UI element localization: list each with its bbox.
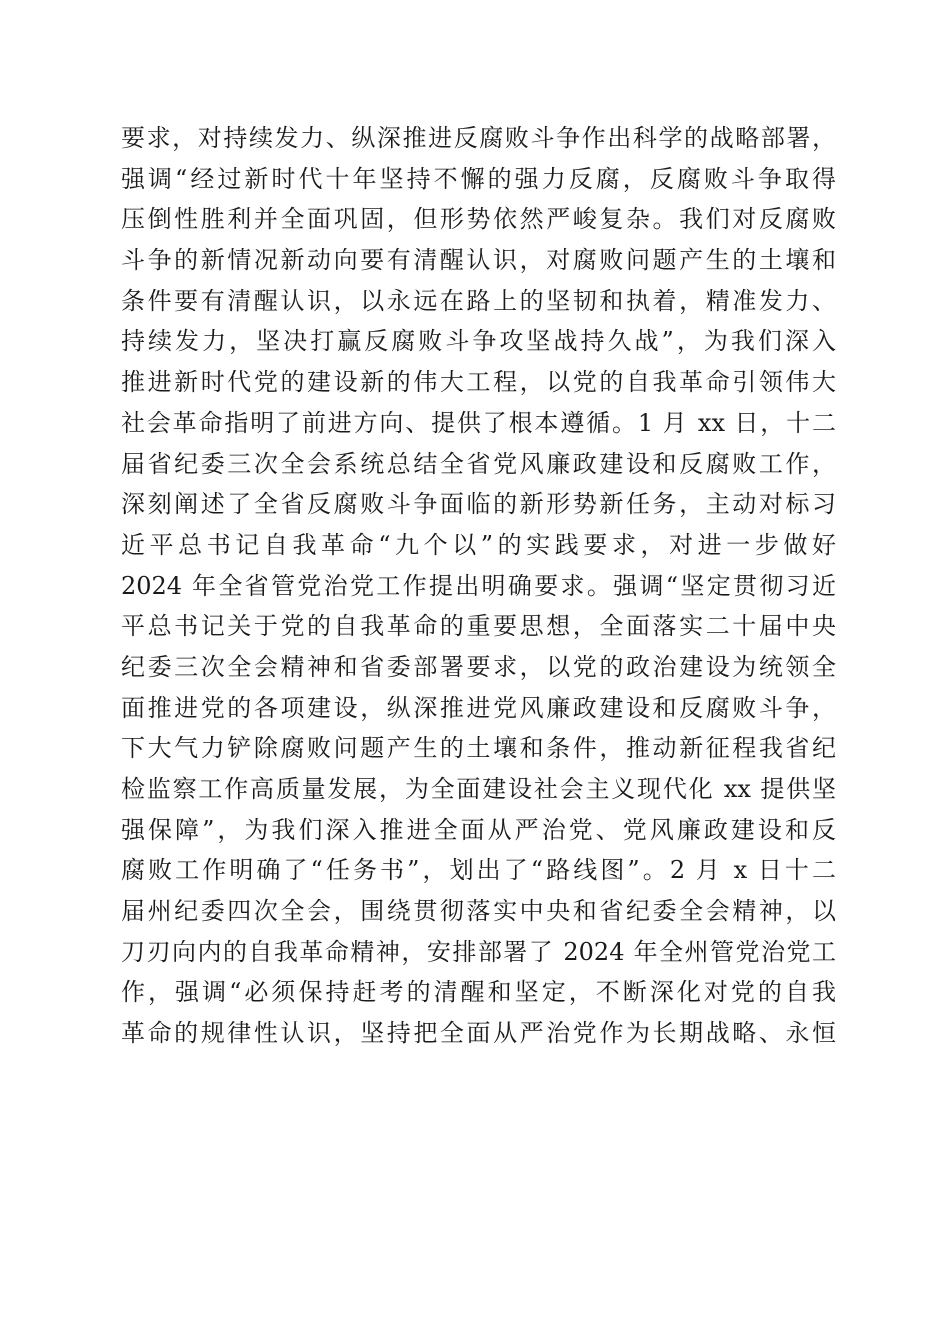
text-line: 条件要有清醒认识，以永远在路上的坚韧和执着，精准发力、 xyxy=(121,286,836,315)
text-line: 压倒性胜利并全面巩固，但形势依然严峻复杂。我们对反腐败 xyxy=(121,205,836,234)
text-line: 刀刃向内的自我革命精神，安排部署了 2024 年全州管党治党工 xyxy=(121,937,836,966)
text-line: 纪委三次全会精神和省委部署要求，以党的政治建设为统领全 xyxy=(121,652,836,681)
text-line: 平总书记关于党的自我革命的重要思想，全面落实二十届中央 xyxy=(121,612,836,641)
text-line: 强保障”，为我们深入推进全面从严治党、党风廉政建设和反 xyxy=(121,815,836,844)
text-line: 届省纪委三次全会系统总结全省党风廉政建设和反腐败工作， xyxy=(121,449,836,478)
text-line: 面推进党的各项建设，纵深推进党风廉政建设和反腐败斗争， xyxy=(121,693,836,722)
text-line: 持续发力，坚决打赢反腐败斗争攻坚战持久战”，为我们深入 xyxy=(121,327,836,356)
text-line: 2024 年全省管党治党工作提出明确要求。强调“坚定贯彻习近 xyxy=(121,571,836,600)
text-line: 届州纪委四次全会，围绕贯彻落实中央和省纪委全会精神，以 xyxy=(121,897,836,926)
text-line: 下大气力铲除腐败问题产生的土壤和条件，推动新征程我省纪 xyxy=(121,734,836,763)
text-line: 革命的规律性认识，坚持把全面从严治党作为长期战略、永恒 xyxy=(121,1019,836,1048)
text-line: 检监察工作高质量发展，为全面建设社会主义现代化 xx 提供坚 xyxy=(121,775,836,803)
text-line: 近平总书记自我革命“九个以”的实践要求，对进一步做好 xyxy=(121,530,836,559)
text-line: 要求，对持续发力、纵深推进反腐败斗争作出科学的战略部署， xyxy=(121,124,836,152)
text-line: 社会革命指明了前进方向、提供了根本遵循。1 月 xx 日，十二 xyxy=(121,408,836,437)
text-line: 腐败工作明确了“任务书”，划出了“路线图”。2 月 x 日十二 xyxy=(121,856,836,885)
text-line: 强调“经过新时代十年坚持不懈的强力反腐，反腐败斗争取得 xyxy=(121,164,836,193)
text-line: 推进新时代党的建设新的伟大工程，以党的自我革命引领伟大 xyxy=(121,368,836,397)
body-text xyxy=(121,118,836,1054)
text-line: 斗争的新情况新动向要有清醒认识，对腐败问题产生的土壤和 xyxy=(121,246,836,275)
text-line: 深刻阐述了全省反腐败斗争面临的新形势新任务，主动对标习 xyxy=(121,490,836,519)
text-line: 作，强调“必须保持赶考的清醒和坚定，不断深化对党的自我 xyxy=(121,978,836,1007)
